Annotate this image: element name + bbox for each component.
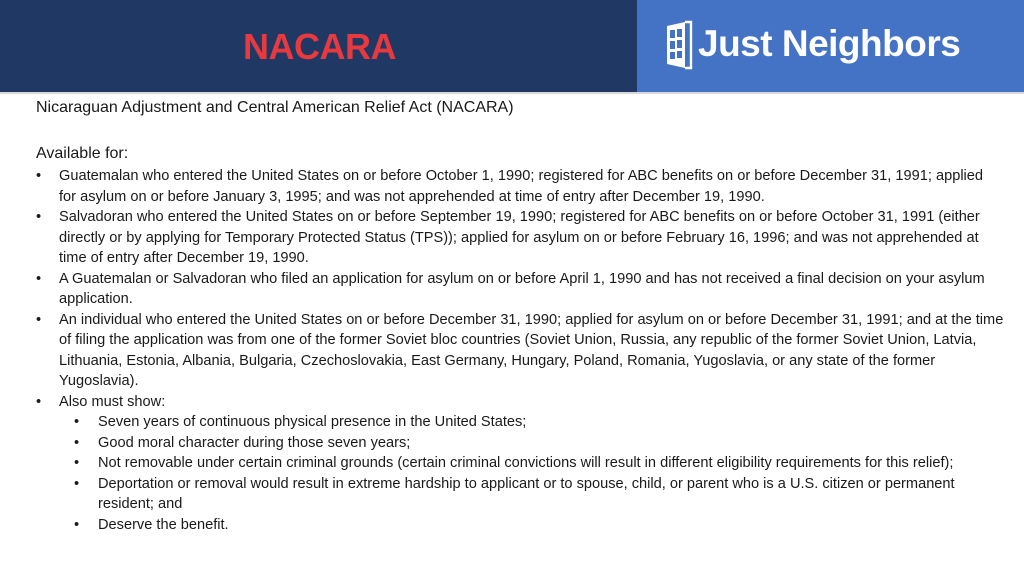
- requirements-sublist: [59, 412, 1004, 535]
- header-divider: [0, 92, 1024, 94]
- eligibility-list: [36, 166, 1004, 535]
- main-content: [36, 98, 1004, 535]
- sublist-item: • Not removable under certain criminal grounds (certain criminal convictions will result in different eligibility requirements for this relief);: [59, 453, 1004, 474]
- list-item: • Guatemalan who entered the United States on or before October 1, 1990; registered for ABC benefits on or before December 31, 1991; applied for asylum on or before January 3, 1995; and was not apprehended at time of entry after December 19, 1990.: [36, 166, 1004, 207]
- list-item: • A Guatemalan or Salvadoran who filed an application for asylum on or before April 1, 1990 and has not received a final decision on your asylum application.: [36, 269, 1004, 310]
- list-item: • Salvadoran who entered the United States on or before September 19, 1990; registered for ABC benefits on or before October 31, 1991 (either directly or by applying for Temporary Protected Status (TPS)); applied for asylum on or before February 16, 1996; and was not apprehended at time of entry after December 19, 1990.: [36, 207, 1004, 269]
- logo-text: Just Neighbors: [698, 23, 961, 64]
- available-label: Available for:: [36, 145, 129, 162]
- door-icon: [664, 19, 694, 71]
- list-item-label: Also must show:: [59, 393, 166, 410]
- sublist-item: • Good moral character during those seven years;: [59, 433, 1004, 454]
- sublist-item: • Deportation or removal would result in extreme hardship to applicant or to spouse, child, or parent who is a U.S. citizen or permanent resident; and: [59, 474, 1004, 515]
- sublist-item: • Deserve the benefit.: [59, 515, 1004, 536]
- list-item-also-must-show: [36, 392, 1004, 536]
- page-title: NACARA: [243, 26, 396, 67]
- sublist-item: • Seven years of continuous physical presence in the United States;: [59, 412, 1004, 433]
- subtitle: Nicaraguan Adjustment and Central American Relief Act (NACARA): [36, 99, 514, 116]
- list-item: • An individual who entered the United States on or before December 31, 1990; applied for asylum on or before December 31, 1991; and at the time of filing the application was from one of the former Soviet bloc countries (Soviet Union, Russia, any republic of the former Soviet Union, Latvia, Lithuania, Estonia, Albania, Bulgaria, Czechoslovakia, East Germany, Hungary, Poland, Romania, Yugoslavia, or any state of the former Yugoslavia).: [36, 310, 1004, 392]
